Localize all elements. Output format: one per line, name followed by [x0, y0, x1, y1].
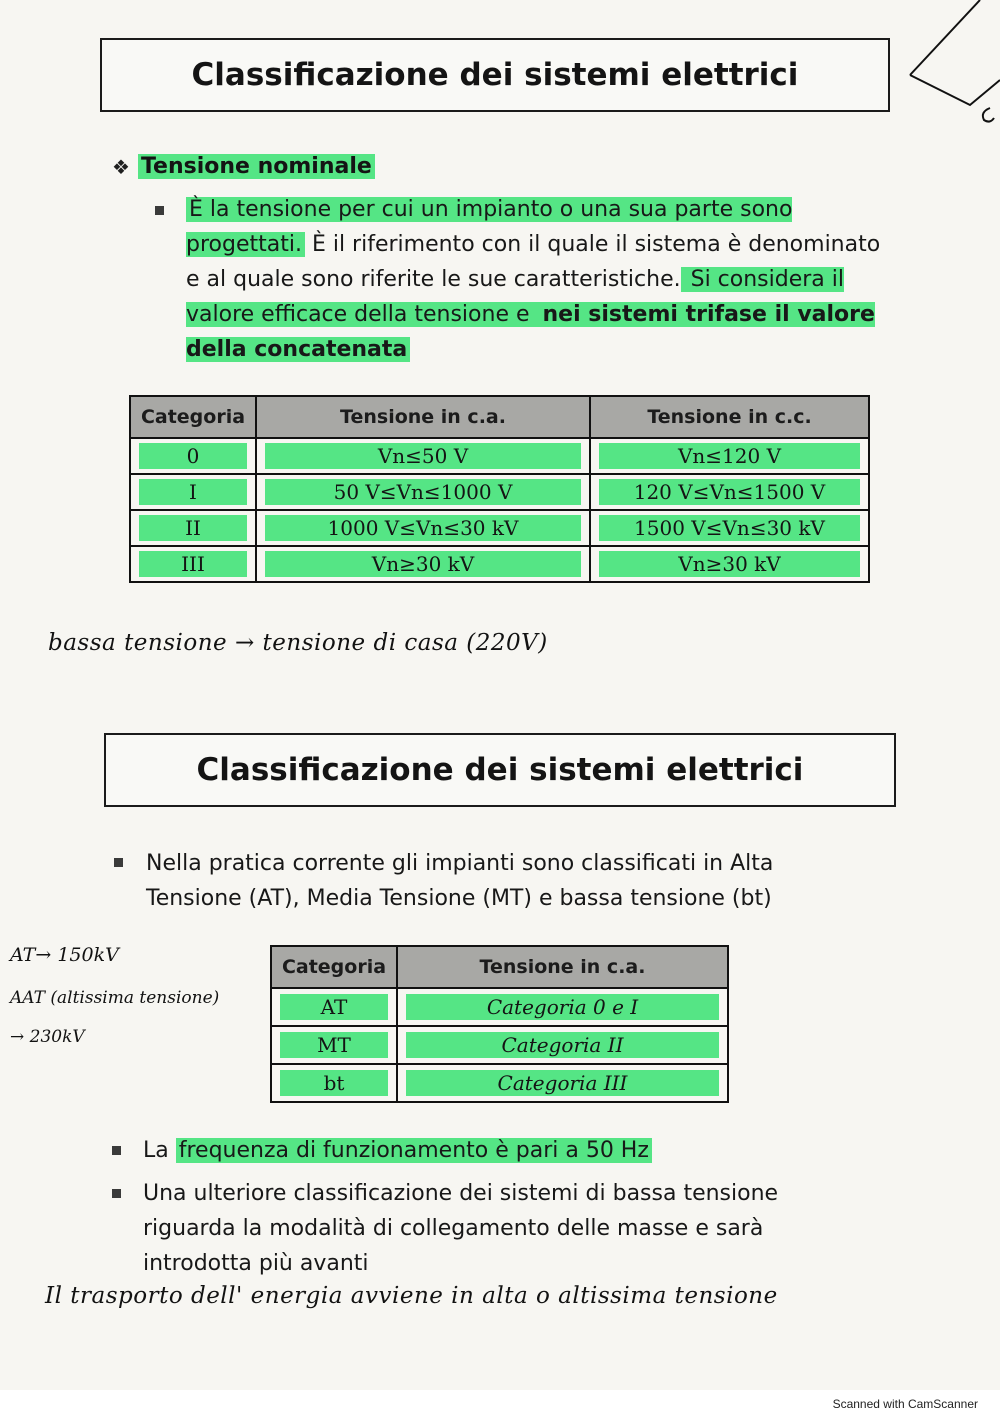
range-cell: Categoria 0 e I [397, 988, 728, 1026]
handwritten-note-at: AT→ 150kV [10, 944, 119, 966]
table-row [271, 1026, 728, 1064]
col-header-categoria: Categoria [271, 946, 397, 988]
definition-paragraph [186, 192, 896, 367]
classification-paragraph: Nella pratica corrente gli impianti sono classificati in Alta Tensione (AT), Media Tensione (MT) e bassa tensione (bt) [146, 851, 774, 911]
handwritten-note-bassa-tensione: bassa tensione → tensione di casa (220V) [48, 630, 548, 656]
table-header-row [130, 396, 869, 438]
at-mt-bt-table [270, 945, 729, 1103]
highlighted-effective-value: Si considera il valore efficace della tensione e [186, 267, 844, 327]
dc-voltage-cell: 1500 V≤Vn≤30 kV [590, 510, 869, 546]
category-cell: bt [271, 1064, 397, 1102]
further-classification-paragraph: Una ulteriore classificazione dei sistemi di bassa tensione riguarda la modalità di collegamento delle masse e sarà introdotta più avanti [143, 1181, 779, 1276]
col-header-cc: Tensione in c.c. [590, 396, 869, 438]
category-cell: II [130, 510, 256, 546]
section-heading-tensione-nominale [112, 154, 375, 179]
table-row [130, 474, 869, 510]
col-header-categoria: Categoria [130, 396, 256, 438]
highlighted-frequency: frequenza di funzionamento è pari a 50 Hz [176, 1138, 652, 1163]
category-cell: III [130, 546, 256, 582]
frequency-paragraph: La frequenza di funzionamento è pari a 50 Hz [143, 1133, 863, 1168]
handwritten-note-trasporto: Il trasporto dell' energia avviene in alta o altissima tensione [45, 1283, 778, 1309]
ac-voltage-cell: Vn≤50 V [256, 438, 590, 474]
corner-fold-mark [890, 0, 1000, 140]
page-title-2: Classificazione dei sistemi elettrici [104, 733, 896, 807]
table-row [130, 438, 869, 474]
highlighted-definition: È la tensione per cui un impianto o una sua parte sono progettati. [186, 197, 793, 257]
square-bullet-icon [112, 1146, 121, 1155]
category-cell: MT [271, 1026, 397, 1064]
dc-voltage-cell: Vn≥30 kV [590, 546, 869, 582]
category-cell: AT [271, 988, 397, 1026]
table-row [130, 510, 869, 546]
category-cell: I [130, 474, 256, 510]
table-header-row [271, 946, 728, 988]
square-bullet-icon [112, 1189, 121, 1198]
range-cell: Categoria III [397, 1064, 728, 1102]
voltage-category-table [129, 395, 870, 583]
handwritten-note-230kv: → 230kV [10, 1027, 85, 1047]
table-row [130, 546, 869, 582]
diamond-bullet-icon: ❖ [112, 154, 130, 179]
ac-voltage-cell: 50 V≤Vn≤1000 V [256, 474, 590, 510]
dc-voltage-cell: 120 V≤Vn≤1500 V [590, 474, 869, 510]
scanner-footer [0, 1390, 1000, 1419]
square-bullet-icon [155, 206, 164, 215]
table-row [271, 1064, 728, 1102]
square-bullet-icon [114, 858, 123, 867]
handwritten-note-aat: AAT (altissima tensione) [10, 988, 220, 1008]
col-header-ca: Tensione in c.a. [397, 946, 728, 988]
heading-text: Tensione nominale [138, 154, 375, 179]
scanner-credit: Scanned with CamScanner [832, 1397, 978, 1411]
ac-voltage-cell: 1000 V≤Vn≤30 kV [256, 510, 590, 546]
table-row [271, 988, 728, 1026]
range-cell: Categoria II [397, 1026, 728, 1064]
plain-definition: È il riferimento con il quale il sistema è denominato e al quale sono riferite le sue caratteristiche. [186, 232, 881, 292]
ac-voltage-cell: Vn≥30 kV [256, 546, 590, 582]
page-title-1: Classificazione dei sistemi elettrici [100, 38, 890, 112]
bold-three-phase-text: nei sistemi trifase il valore della concatenata [186, 302, 875, 362]
col-header-ca: Tensione in c.a. [256, 396, 590, 438]
category-cell: 0 [130, 438, 256, 474]
dc-voltage-cell: Vn≤120 V [590, 438, 869, 474]
